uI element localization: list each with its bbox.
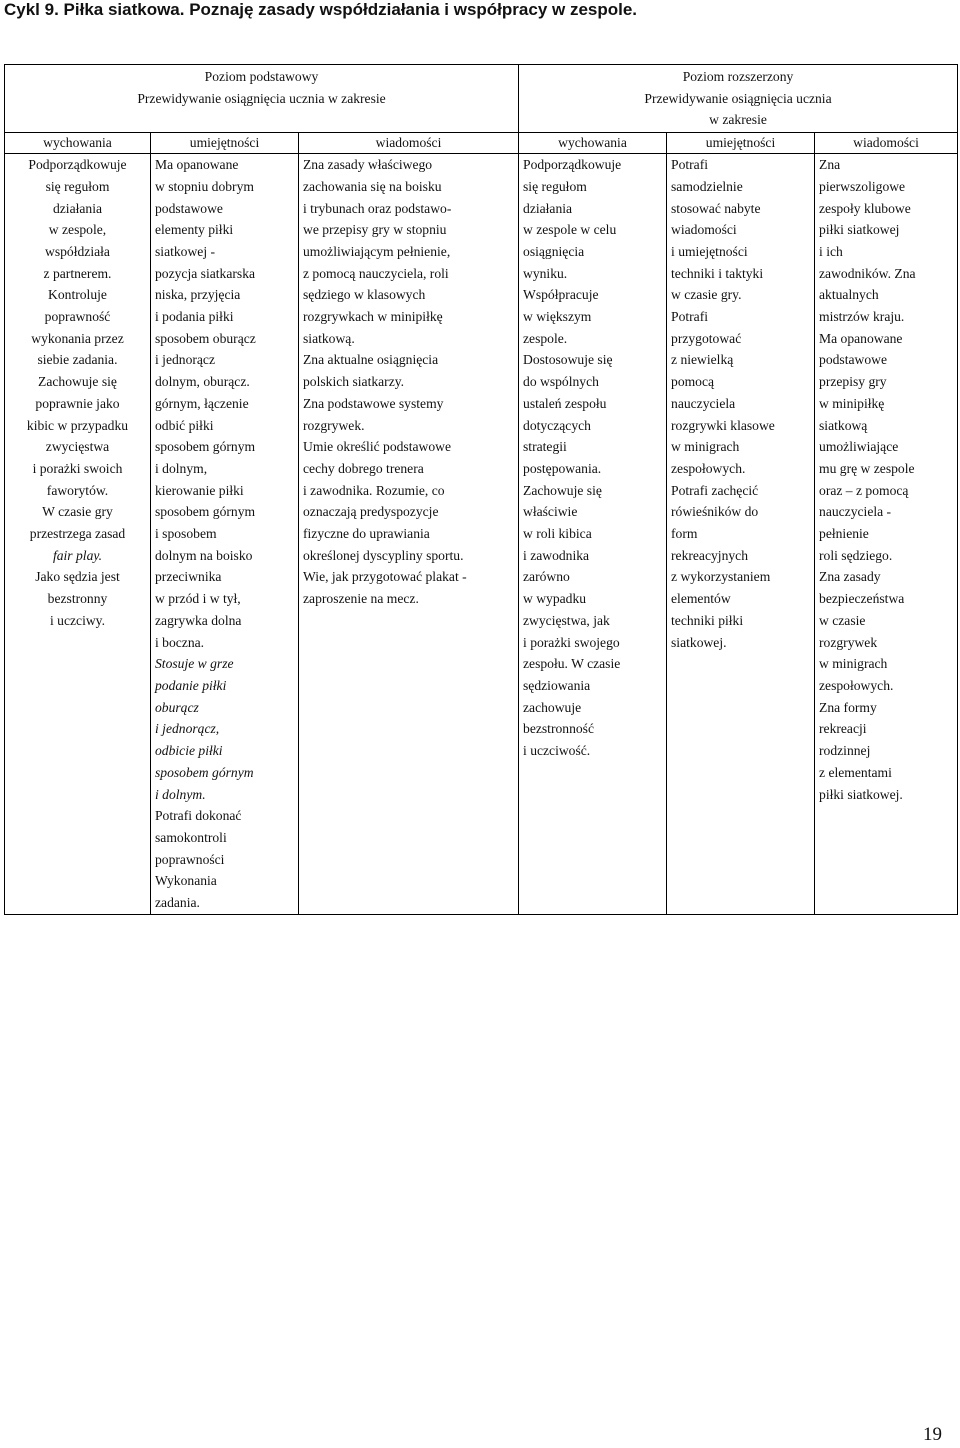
cell-text: Potrafi samodzielnie stosować nabyte wiadomości i umiejętności techniki i taktyki w czasie gry. Potrafi przygotować z niewielką pomocą nauczyciela rozgrywki klasowe w minigrach zespołowych. Potrafi zachęcić rówieśników do form rekreacyjnych z wykorzystaniem elementów techniki piłki siatkowej. — [671, 157, 775, 650]
cell-text: Zna pierwszoligowe zespoły klubowe piłki siatkowej i ich zawodników. Zna aktualnych mistrzów kraju. Ma opanowane podstawowe przepisy gry w minipiłkę siatkową umożliwiające mu grę w zespole oraz – z pomocą nauczyciela - pełnienie roli sędziego. Zna zasady bezpieczeństwa w czasie rozgrywek w minigrach zespołowych. Zna formy rekreacji rodzinnej z elementami piłki siatkowej. — [819, 157, 916, 802]
cell-text: Zna zasady właściwego zachowania się na boisku i trybunach oraz podstawo- we przepisy gry w stopniu umożliwiającym pełnienie, z pomocą nauczyciela, roli sędziego w klasowych rozgrywkach w minipiłkę siatkową. Zna aktualne osiągnięcia polskich siatkarzy. Zna podstawowe systemy rozgrywek. Umie określić podstawowe cechy dobrego trenera i zawodnika. Rozumie, co oznaczają predyspozycje fizyczne do uprawiania określonej dyscypliny sportu. Wie, jak przygotować plakat - zaproszenie na mecz. — [303, 157, 467, 607]
level-header-row — [5, 65, 958, 133]
extended-upbringing-cell — [519, 154, 667, 915]
fair-play-text: fair play. — [52, 547, 103, 563]
extended-level-header-text: Poziom rozszerzony Przewidywanie osiągnięcia ucznia w zakresie — [644, 69, 832, 128]
column-header: umiejętności — [151, 133, 299, 154]
basic-level-header — [5, 65, 519, 133]
curriculum-table — [4, 64, 958, 915]
extended-knowledge-cell — [815, 154, 958, 915]
column-header: wiadomości — [299, 133, 519, 154]
extended-level-header — [519, 65, 958, 133]
page-number: 19 — [923, 1424, 942, 1445]
cell-text: Ma opanowane w stopniu dobrym podstawowe elementy piłki siatkowej - pozycja siatkarska niska, przyjęcia i podania piłki sposobem oburącz i jednorącz dolnym, oburącz. górnym, łączenie odbić piłki sposobem górnym i dolnym, kierowanie piłki sposobem górnym i sposobem dolnym na boisko przeciwnika w przód i w tył, zagrywka dolna i boczna. — [155, 157, 256, 650]
column-header: wiadomości — [815, 133, 958, 154]
basic-knowledge-cell — [299, 154, 519, 915]
cell-text: Jako sędzia jest bezstronny i uczciwy. — [35, 569, 120, 628]
cell-text: Podporządkowuje się regułom działania w zespole w celu osiągnięcia wyniku. Współpracuje w większym zespole. Dostosowuje się do wspólnych ustaleń zespołu dotyczących strategii postępowania. Zachowuje się właściwie w roli kibica i zawodnika zarówno w wypadku zwycięstwa, jak i porażki swojego zespołu. W czasie sędziowania zachowuje bezstronność i uczciwość. — [523, 157, 622, 759]
document-title: Cykl 9. Piłka siatkowa. Poznaję zasady współdziałania i współpracy w zespole. — [4, 0, 638, 19]
column-header-row — [5, 133, 958, 154]
italic-cell-text: Stosuje w grze podanie piłki oburącz i jednorącz, odbicie piłki sposobem górnym i dolnym. — [155, 656, 254, 802]
cell-text: Potrafi dokonać samokontroli poprawności Wykonania zadania. — [155, 808, 242, 911]
column-header: umiejętności — [667, 133, 815, 154]
column-header: wychowania — [5, 133, 151, 154]
basic-skills-cell — [151, 154, 299, 915]
cell-text: Podporządkowuje się regułom działania w zespole, współdziała z partnerem. Kontroluje poprawność wykonania przez siebie zadania. Zachowuje się poprawnie jako kibic w przypadku zwycięstwa i porażki swoich faworytów. W czasie gry przestrzega zasad — [26, 157, 129, 542]
content-row — [5, 154, 958, 915]
basic-upbringing-cell — [5, 154, 151, 915]
extended-skills-cell — [667, 154, 815, 915]
basic-level-header-text: Poziom podstawowy Przewidywanie osiągnięcia ucznia w zakresie — [137, 69, 386, 106]
column-header: wychowania — [519, 133, 667, 154]
